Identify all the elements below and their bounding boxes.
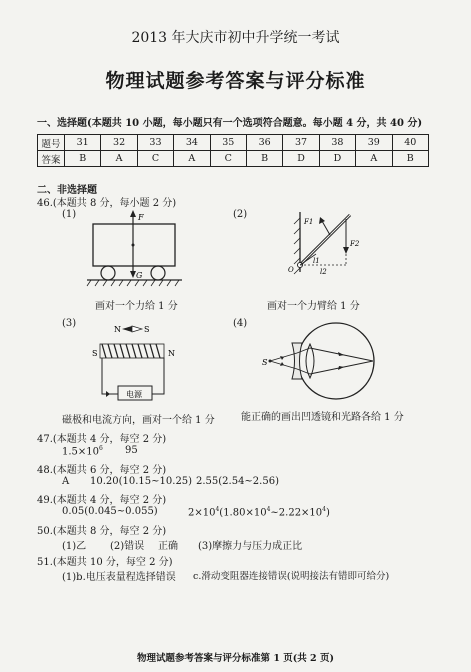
power-label: 电源 <box>126 390 142 399</box>
arrowhead <box>130 210 136 217</box>
q50-answer-2: (2)错误 <box>110 541 145 552</box>
q48-answer-2: 10.20(10.15~10.25) <box>90 476 193 487</box>
cart-wheel <box>151 266 165 280</box>
arrowhead <box>343 247 349 254</box>
q50-heading: 50.(本题共 8 分，每空 2 分) <box>37 526 167 537</box>
table-cell: B <box>392 151 428 167</box>
compass-S-label: S <box>144 325 150 334</box>
table-cell: A <box>356 151 392 167</box>
arrowhead <box>319 217 325 224</box>
q49-answer-2: $2\times 10^4(1.80\times 10^4\sim 2.22\times 10^4)$ <box>188 506 330 519</box>
label-l1: l1 <box>313 257 320 265</box>
part-label: (1) <box>62 209 77 220</box>
table-cell: 32 <box>101 135 137 151</box>
part-label: (3) <box>62 318 77 329</box>
label-G: G <box>136 271 143 280</box>
q46-heading: 46.(本题共 8 分，每小题 2 分) <box>37 198 177 209</box>
compass-N-label: N <box>114 325 121 334</box>
force-F1-arrow <box>322 221 330 235</box>
center-point <box>132 244 135 247</box>
row-header: 答案 <box>38 151 65 167</box>
coil-N-label: N <box>168 349 175 358</box>
table-cell: C <box>210 151 246 167</box>
electromagnet-diagram <box>88 322 188 402</box>
answer-row <box>38 151 429 167</box>
label-F1: F1 <box>304 218 314 226</box>
q49-heading: 49.(本题共 4 分，每空 2 分) <box>37 495 167 506</box>
table-cell: 38 <box>319 135 355 151</box>
label-O: O <box>288 266 294 274</box>
q51-heading: 51.(本题共 10 分，每空 2 分) <box>37 557 173 568</box>
answer-table <box>37 134 429 167</box>
compass-needle <box>122 326 132 332</box>
q50-answer-3: 正确 <box>158 541 178 552</box>
lever-diagram <box>280 210 380 285</box>
q51-answer-2: c.滑动变阻器连接错误(说明接法有错即可给分) <box>193 571 390 582</box>
arrowhead <box>338 352 344 356</box>
table-cell: C <box>137 151 173 167</box>
current-arrow <box>106 391 110 397</box>
part-label: (4) <box>233 318 248 329</box>
compass-needle <box>132 326 142 332</box>
table-cell: 40 <box>392 135 428 151</box>
section2-title: 二、非选择题 <box>37 185 97 196</box>
label-F: F <box>138 213 144 222</box>
q47-answer-1: $1.5\times 10^6$ <box>62 445 103 458</box>
q47-answer-2: 95 <box>125 445 138 456</box>
table-cell: 39 <box>356 135 392 151</box>
q48-heading: 48.(本题共 6 分，每空 2 分) <box>37 465 167 476</box>
fig2-caption: 画对一个力臂给 1 分 <box>267 301 360 312</box>
ground-hatching <box>87 280 179 286</box>
table-cell: 31 <box>65 135 101 151</box>
part-label: (2) <box>233 209 248 220</box>
question-number-row <box>38 135 429 151</box>
label-S: S <box>262 358 268 367</box>
table-cell: A <box>101 151 137 167</box>
concave-lens <box>292 343 302 379</box>
eyeball <box>298 323 374 399</box>
page-footer: 物理试题参考答案与评分标准第 1 页(共 2 页) <box>137 653 334 664</box>
table-cell: B <box>65 151 101 167</box>
arrowhead <box>338 366 344 370</box>
q50-answer-4: (3)摩擦力与压力成正比 <box>198 541 303 552</box>
q50-answer-1: (1)乙 <box>62 541 87 552</box>
table-cell: 37 <box>283 135 319 151</box>
q48-answer-1: A <box>62 476 70 487</box>
label-F2: F2 <box>350 240 360 248</box>
cart-wheel <box>101 266 115 280</box>
table-cell: D <box>283 151 319 167</box>
concave-lens-eye-diagram <box>260 318 380 404</box>
fig1-caption: 画对一个力给 1 分 <box>95 301 178 312</box>
q48-answer-3: 2.55(2.54~2.56) <box>196 476 279 487</box>
table-cell: 33 <box>137 135 173 151</box>
table-cell: 36 <box>246 135 282 151</box>
table-cell: D <box>319 151 355 167</box>
page-title: 物理试题参考答案与评分标准 <box>105 70 366 92</box>
coil-winding <box>102 344 160 358</box>
cart-force-diagram <box>85 208 185 288</box>
q49-answer-1: 0.05(0.045~0.055) <box>62 506 158 517</box>
table-cell: 34 <box>174 135 210 151</box>
q47-heading: 47.(本题共 4 分，每空 2 分) <box>37 434 167 445</box>
table-cell: 35 <box>210 135 246 151</box>
section1-title: 一、选择题(本题共 10 小题，每小题只有一个选项符合题意。每小题 4 分，共 40 分) <box>37 118 423 129</box>
fig4-caption: 能正确的画出凹透镜和光路各给 1 分 <box>241 412 404 423</box>
label-l2: l2 <box>320 268 327 276</box>
row-header: 题号 <box>38 135 65 151</box>
fig3-caption: 磁极和电流方向，画对一个给 1 分 <box>62 415 215 426</box>
exam-title: 2013 年大庆市初中升学统一考试 <box>131 30 340 46</box>
table-cell: B <box>246 151 282 167</box>
table-cell: A <box>174 151 210 167</box>
coil-S-label: S <box>92 349 98 358</box>
q51-answer-1: (1)b.电压表量程选择错误 <box>62 572 176 583</box>
